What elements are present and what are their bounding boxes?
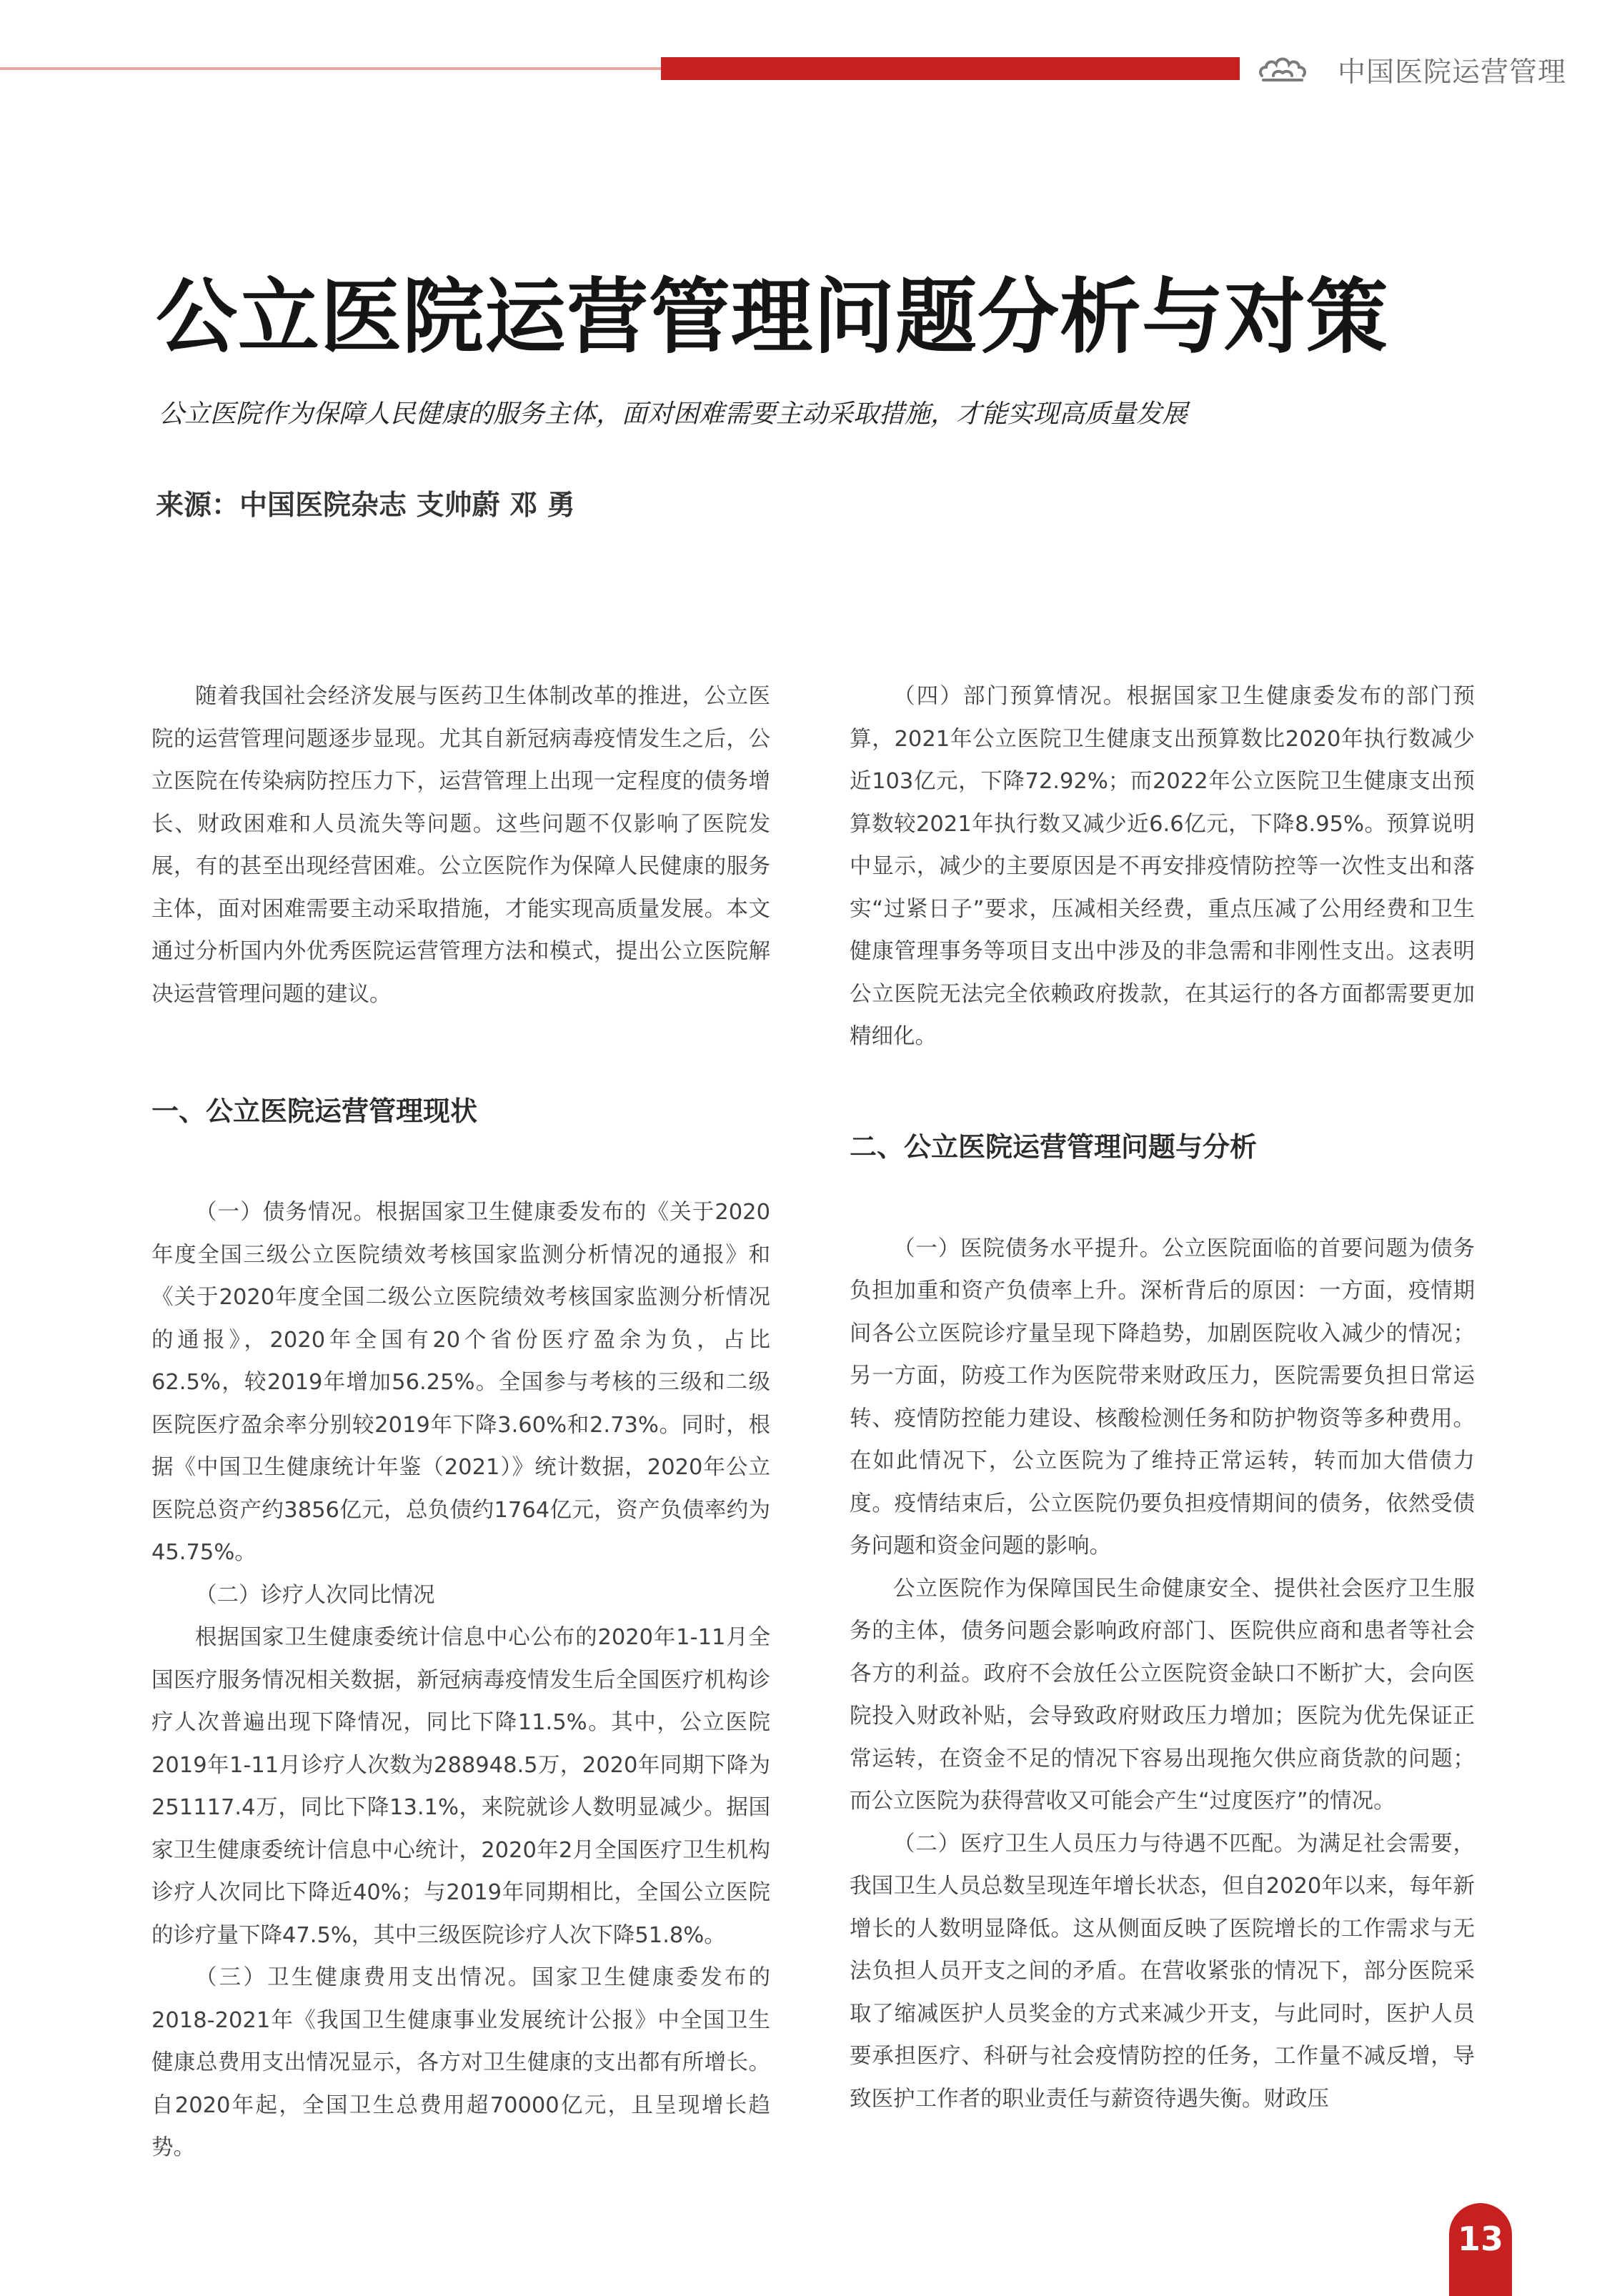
article-source: 来源：中国医院杂志 支帅蔚 邓 勇 (156, 489, 575, 522)
paragraph-visits: 根据国家卫生健康委统计信息中心公布的2020年1-11月全国医疗服务情况相关数据，新冠病毒疫情发生后全国医疗机构诊疗人次普遍出现下降情况，同比下降11.5%。其中，公立医院2019年1-11月诊疗人次数为288948.5万，2020年同期下降为251117.4万，同比下降13.1%，来院就诊人数明显减少。据国家卫生健康委统计信息中心统计，2020年2月全国医疗卫生机构诊疗人次同比下降近40%；与2019年同期相比，全国公立医院的诊疗量下降47.5%，其中三级医院诊疗人次下降51.8%。 (151, 1625, 770, 1948)
paragraph-visits-heading: （二）诊疗人次同比情况 (195, 1582, 435, 1608)
paragraph-debt-impact: 公立医院作为保障国民生命健康安全、提供社会医疗卫生服务的主体，债务问题会影响政府部门、医院供应商和患者等社会各方的利益。政府不会放任公立医院资金缺口不断扩大，会向医院投入财政补贴，会导致政府财政压力增加；医院为优先保证正常运转，在资金不足的情况下容易出现拖欠供应商货款的问题；而公立医院为获得营收又可能会产生“过度医疗”的情况。 (850, 1576, 1475, 1814)
article-subtitle: 公立医院作为保障人民健康的服务主体，面对困难需要主动采取措施，才能实现高质量发展 (159, 399, 1188, 429)
intro-paragraph: 随着我国社会经济发展与医药卫生体制改革的推进，公立医院的运营管理问题逐步显现。尤其自新冠病毒疫情发生之后，公立医院在传染病防控压力下，运营管理上出现一定程度的债务增长、财政困难和人员流失等问题。这些问题不仅影响了医院发展，有的甚至出现经营困难。公立医院作为保障人民健康的服务主体，面对困难需要主动采取措施，才能实现高质量发展。本文通过分析国内外优秀医院运营管理方法和模式，提出公立医院解决运营管理问题的建议。 (151, 684, 770, 1007)
section-heading-2: 二、公立医院运营管理问题与分析 (850, 1130, 1258, 1163)
paragraph-debt: （一）债务情况。根据国家卫生健康委发布的《关于2020年度全国三级公立医院绩效考核国家监测分析情况的通报》和《关于2020年度全国二级公立医院绩效考核国家监测分析情况的通报》，2020年全国有20个省份医疗盈余为负，占比62.5%，较2019年增加56.25%。全国参与考核的三级和二级医院医疗盈余率分别较2019年下降3.60%和2.73%。同时，根据《中国卫生健康统计年鉴（2021）》统计数据，2020年公立医院总资产约3856亿元，总负债约1764亿元，资产负债率约为45.75%。 (151, 1200, 770, 1565)
left-column (151, 675, 770, 2170)
header-rule-accent (661, 57, 1240, 80)
paragraph-staff-pressure: （二）医疗卫生人员压力与待遇不匹配。为满足社会需要，我国卫生人员总数呈现连年增长状态，但自2020年以来，每年新增长的人数明显降低。这从侧面反映了医院增长的工作需求与无法负担人员开支之间的矛盾。在营收紧张的情况下，部分医院采取了缩减医护人员奖金的方式来减少开支，与此同时，医护人员要承担医疗、科研与社会疫情防控的任务，工作量不减反增，导致医护工作者的职业责任与薪资待遇失衡。财政压 (850, 1831, 1475, 2112)
paragraph-debt-level: （一）医院债务水平提升。公立医院面临的首要问题为债务负担加重和资产负债率上升。深析背后的原因：一方面，疫情期间各公立医院诊疗量呈现下降趋势，加剧医院收入减少的情况；另一方面，防疫工作为医院带来财政压力，医院需要负担日常运转、疫情防控能力建设、核酸检测任务和防护物资等多种费用。在如此情况下，公立医院为了维持正常运转，转而加大借债力度。疫情结束后，公立医院仍要负担疫情期间的债务，依然受债务问题和资金问题的影响。 (850, 1236, 1475, 1559)
article-title: 公立医院运营管理问题分析与对策 (156, 269, 1389, 364)
page-number: 13 (1457, 2220, 1503, 2258)
section-heading-1: 一、公立医院运营管理现状 (151, 1095, 478, 1127)
paragraph-budget: （四）部门预算情况。根据国家卫生健康委发布的部门预算，2021年公立医院卫生健康支出预算数比2020年执行数减少近103亿元，下降72.92%；而2022年公立医院卫生健康支出预算数较2021年执行数又减少近6.6亿元，下降8.95%。预算说明中显示，减少的主要原因是不再安排疫情防控等一次性支出和落实“过紧日子”要求，压减相关经费，重点压减了公用经费和卫生健康管理事务等项目支出中涉及的非急需和非刚性支出。这表明公立医院无法完全依赖政府拨款，在其运行的各方面都需要更加精细化。 (850, 684, 1475, 1049)
brand-name: 中国医院运营管理 (1338, 56, 1567, 89)
header-rule-thin (0, 67, 661, 70)
paragraph-expenditure: （三）卫生健康费用支出情况。国家卫生健康委发布的2018-2021年《我国卫生健康事业发展统计公报》中全国卫生健康总费用支出情况显示，各方对卫生健康的支出都有所增长。自2020年起，全国卫生总费用超70000亿元，且呈现增长趋势。 (151, 1965, 770, 2160)
cloud-emblem-icon (1258, 51, 1308, 87)
right-column (850, 675, 1475, 2120)
